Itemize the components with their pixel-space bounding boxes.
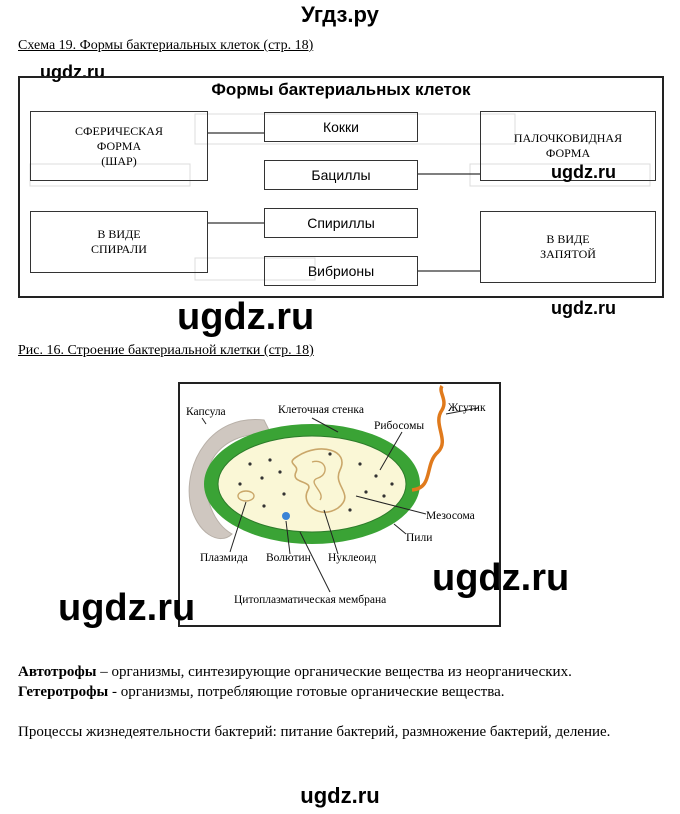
heterotrophs-definition [18,682,505,702]
processes-text: Процессы жизнедеятельности бактерий: питание бактерий, размножение бактерий, деление. [18,724,611,740]
heterotrophs-term: Гетеротрофы [18,684,109,700]
shape-spiral-line: СПИРАЛИ [91,242,147,256]
label-capsule: Капсула [186,406,226,418]
label-pili: Пили [406,532,433,544]
scheme-caption: Схема 19. Формы бактериальных клеток (стр. 18) [18,38,314,53]
label-flagellum: Жгутик [448,402,486,414]
shape-comma [480,211,656,283]
type-spirilla: Спириллы [264,208,418,238]
watermark: ugdz.ru [177,296,315,338]
watermark: ugdz.ru [551,162,616,182]
shape-rod-line: ПАЛОЧКОВИДНАЯ [513,131,623,145]
type-bacilli: Бациллы [264,160,418,190]
watermark: ugdz.ru [551,298,616,318]
shape-spherical-line: СФЕРИЧЕСКАЯ [75,123,163,138]
autotrophs-definition [18,662,572,682]
shape-spherical-line: (ШАР) [101,153,137,168]
watermark: ugdz.ru [40,62,105,82]
label-nucleoid: Нуклеоид [328,552,377,564]
scheme-frame [18,76,664,298]
label-cell-wall: Клеточная стенка [278,404,364,416]
autotrophs-text: – организмы, синтезирующие органические вещества из неорганических. [96,664,572,680]
label-plasmid: Плазмида [200,552,248,564]
shape-comma-line: ЗАПЯТОЙ [540,247,596,261]
watermark: ugdz.ru [58,587,196,629]
shape-spherical-line: ФОРМА [96,138,142,153]
label-volutin: Волютин [266,552,311,564]
heterotrophs-text: - организмы, потребляющие готовые органические вещества. [108,684,505,700]
autotrophs-term: Автотрофы [18,664,97,680]
watermark: ugdz.ru [300,783,380,808]
shape-spherical [30,111,208,181]
shape-comma-line: В ВИДЕ [546,232,590,246]
figure-caption: Рис. 16. Строение бактериальной клетки (стр. 18) [18,343,314,358]
type-vibrios: Вибрионы [264,256,418,286]
scheme-title: Формы бактериальных клеток [211,80,471,99]
shape-spiral-line: В ВИДЕ [97,227,141,241]
label-mesosome: Мезосома [426,510,475,522]
watermark: ugdz.ru [432,557,570,599]
shape-spiral [30,211,208,273]
label-membrane: Цитоплазматическая мембрана [234,594,387,606]
label-ribosomes: Рибосомы [374,420,425,432]
type-cocci: Кокки [264,112,418,142]
shape-rod-line: ФОРМА [545,146,591,160]
site-title: Угдз.ру [301,2,379,27]
